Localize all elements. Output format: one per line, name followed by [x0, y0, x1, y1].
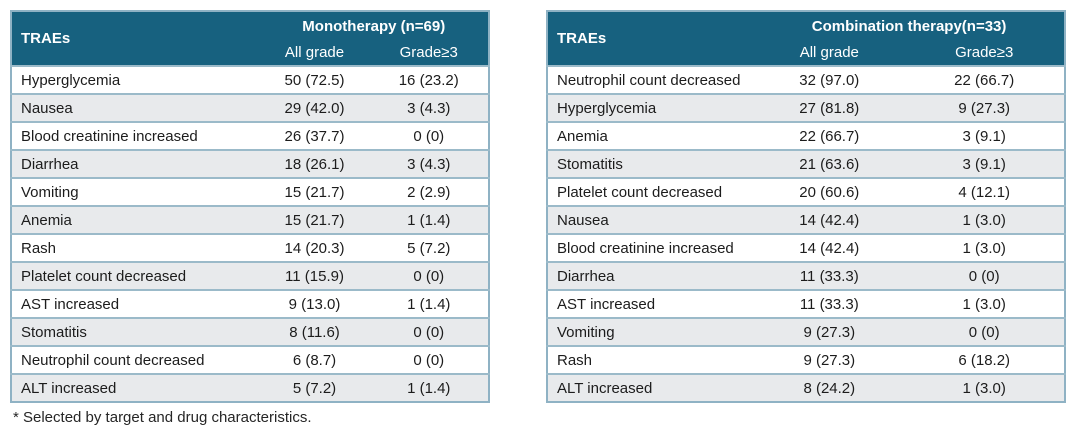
trae-name-cell: Diarrhea — [547, 262, 754, 290]
therapy-group-header: Combination therapy(n=33) — [754, 11, 1065, 40]
all-grade-cell: 11 (15.9) — [260, 262, 370, 290]
grade3-cell: 0 (0) — [369, 122, 489, 150]
trae-name-cell: Anemia — [11, 206, 260, 234]
all-grade-cell: 6 (8.7) — [260, 346, 370, 374]
table-row — [11, 290, 489, 318]
grade3-cell: 3 (9.1) — [904, 122, 1065, 150]
trae-name-cell: Rash — [547, 346, 754, 374]
trae-name-cell: Platelet count decreased — [547, 178, 754, 206]
table-row — [11, 150, 489, 178]
all-grade-cell: 27 (81.8) — [754, 94, 904, 122]
all-grade-cell: 21 (63.6) — [754, 150, 904, 178]
table-row — [11, 122, 489, 150]
grade3-cell: 6 (18.2) — [904, 346, 1065, 374]
all-grade-cell: 9 (27.3) — [754, 346, 904, 374]
trae-name-cell: Hyperglycemia — [547, 94, 754, 122]
trae-name-cell: Hyperglycemia — [11, 66, 260, 94]
all-grade-cell: 14 (42.4) — [754, 234, 904, 262]
monotherapy-table-header — [11, 11, 489, 66]
table-row — [547, 150, 1065, 178]
grade3-cell: 3 (4.3) — [369, 150, 489, 178]
all-grade-cell: 11 (33.3) — [754, 290, 904, 318]
monotherapy-table-container — [10, 10, 490, 403]
trae-name-cell: AST increased — [11, 290, 260, 318]
all-grade-cell: 11 (33.3) — [754, 262, 904, 290]
table-row — [547, 318, 1065, 346]
footnote: * Selected by target and drug characteristics. — [13, 409, 312, 426]
all-grade-cell: 8 (11.6) — [260, 318, 370, 346]
table-row — [11, 66, 489, 94]
grade3-cell: 1 (3.0) — [904, 290, 1065, 318]
grade3-cell: 1 (3.0) — [904, 206, 1065, 234]
trae-name-cell: Vomiting — [11, 178, 260, 206]
table-row — [11, 178, 489, 206]
all-grade-cell: 20 (60.6) — [754, 178, 904, 206]
table-row — [547, 178, 1065, 206]
table-row — [547, 66, 1065, 94]
all-grade-cell: 9 (27.3) — [754, 318, 904, 346]
monotherapy-table-body — [11, 66, 489, 402]
all-grade-cell: 15 (21.7) — [260, 206, 370, 234]
grade3-cell: 0 (0) — [904, 318, 1065, 346]
table-row — [547, 374, 1065, 402]
all-grade-cell: 29 (42.0) — [260, 94, 370, 122]
all-grade-cell: 9 (13.0) — [260, 290, 370, 318]
all-grade-cell: 26 (37.7) — [260, 122, 370, 150]
grade3-cell: 5 (7.2) — [369, 234, 489, 262]
traes-column-header: TRAEs — [11, 11, 260, 66]
traes-column-header: TRAEs — [547, 11, 754, 66]
all-grade-cell: 50 (72.5) — [260, 66, 370, 94]
table-row — [11, 262, 489, 290]
trae-name-cell: Stomatitis — [547, 150, 754, 178]
combination-table — [546, 10, 1066, 403]
table-row — [547, 122, 1065, 150]
table-row — [11, 318, 489, 346]
trae-name-cell: AST increased — [547, 290, 754, 318]
trae-name-cell: Neutrophil count decreased — [547, 66, 754, 94]
all-grade-column-header: All grade — [754, 40, 904, 66]
trae-name-cell: Blood creatinine increased — [11, 122, 260, 150]
grade3-cell: 0 (0) — [904, 262, 1065, 290]
all-grade-cell: 22 (66.7) — [754, 122, 904, 150]
combination-table-body — [547, 66, 1065, 402]
grade3-cell: 16 (23.2) — [369, 66, 489, 94]
trae-name-cell: Stomatitis — [11, 318, 260, 346]
all-grade-cell: 15 (21.7) — [260, 178, 370, 206]
all-grade-cell: 14 (42.4) — [754, 206, 904, 234]
trae-name-cell: Vomiting — [547, 318, 754, 346]
grade3-cell: 3 (9.1) — [904, 150, 1065, 178]
monotherapy-table — [10, 10, 490, 403]
trae-name-cell: Neutrophil count decreased — [11, 346, 260, 374]
combination-table-header — [547, 11, 1065, 66]
trae-name-cell: Rash — [11, 234, 260, 262]
all-grade-cell: 18 (26.1) — [260, 150, 370, 178]
all-grade-cell: 32 (97.0) — [754, 66, 904, 94]
table-row — [11, 346, 489, 374]
all-grade-cell: 14 (20.3) — [260, 234, 370, 262]
grade3-cell: 9 (27.3) — [904, 94, 1065, 122]
table-row — [11, 234, 489, 262]
table-row — [547, 262, 1065, 290]
grade3-cell: 2 (2.9) — [369, 178, 489, 206]
trae-name-cell: Platelet count decreased — [11, 262, 260, 290]
table-row — [11, 206, 489, 234]
grade3-cell: 1 (3.0) — [904, 374, 1065, 402]
grade3-column-header: Grade≥3 — [369, 40, 489, 66]
grade3-cell: 1 (1.4) — [369, 206, 489, 234]
table-row — [547, 234, 1065, 262]
all-grade-column-header: All grade — [260, 40, 370, 66]
grade3-cell: 3 (4.3) — [369, 94, 489, 122]
combination-table-container — [546, 10, 1066, 403]
table-row — [547, 346, 1065, 374]
trae-name-cell: Nausea — [547, 206, 754, 234]
grade3-column-header: Grade≥3 — [904, 40, 1065, 66]
table-row — [547, 94, 1065, 122]
trae-name-cell: Blood creatinine increased — [547, 234, 754, 262]
all-grade-cell: 5 (7.2) — [260, 374, 370, 402]
grade3-cell: 22 (66.7) — [904, 66, 1065, 94]
grade3-cell: 4 (12.1) — [904, 178, 1065, 206]
grade3-cell: 1 (3.0) — [904, 234, 1065, 262]
trae-name-cell: ALT increased — [547, 374, 754, 402]
trae-name-cell: Anemia — [547, 122, 754, 150]
grade3-cell: 1 (1.4) — [369, 290, 489, 318]
grade3-cell: 0 (0) — [369, 262, 489, 290]
trae-name-cell: Diarrhea — [11, 150, 260, 178]
grade3-cell: 1 (1.4) — [369, 374, 489, 402]
all-grade-cell: 8 (24.2) — [754, 374, 904, 402]
table-row — [547, 206, 1065, 234]
therapy-group-header: Monotherapy (n=69) — [260, 11, 489, 40]
trae-name-cell: ALT increased — [11, 374, 260, 402]
table-row — [11, 374, 489, 402]
grade3-cell: 0 (0) — [369, 318, 489, 346]
trae-name-cell: Nausea — [11, 94, 260, 122]
grade3-cell: 0 (0) — [369, 346, 489, 374]
table-row — [547, 290, 1065, 318]
table-row — [11, 94, 489, 122]
